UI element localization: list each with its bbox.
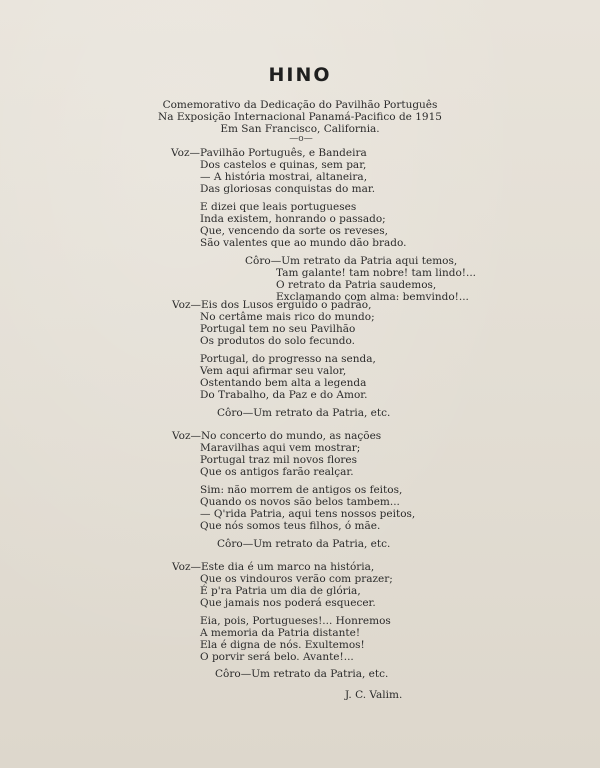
verse-line: No certâme mais rico do mundo; (200, 311, 375, 323)
subtitle-line: Na Exposição Internacional Panamá-Pacifico de 1915 (158, 111, 442, 123)
verse-line: Que nós somos teus filhos, ó mãe. (200, 520, 381, 532)
chorus-line: O retrato da Patria saudemos, (276, 279, 437, 291)
chorus-line: Côro—Um retrato da Patria, etc. (215, 668, 389, 680)
verse-line: Que os antigos farão realçar. (200, 466, 354, 478)
verse-line: Ostentando bem alta a legenda (200, 377, 367, 389)
verse-line: Que, vencendo da sorte os reveses, (200, 225, 388, 237)
verse-line: Das gloriosas conquistas do mar. (200, 183, 376, 195)
chorus-line: Côro—Um retrato da Patria, etc. (217, 407, 391, 419)
verse-line: Voz—Pavilhão Português, e Bandeira (171, 147, 367, 159)
poem-title: HINO (268, 64, 332, 86)
verse-line: Que os vindouros verão com prazer; (200, 573, 393, 585)
verse-line: Portugal, do progresso na senda, (200, 353, 376, 365)
verse-line: São valentes que ao mundo dão brado. (200, 237, 407, 249)
verse-line: Portugal traz mil novos flores (200, 454, 358, 466)
verse-line: E dizei que leais portugueses (200, 201, 357, 213)
separator: —o— (289, 134, 313, 144)
verse-line: O porvir será belo. Avante!... (200, 651, 354, 663)
subtitle-block (150, 99, 450, 135)
chorus-line: Côro—Um retrato da Patria aqui temos, (245, 255, 458, 267)
verse-line: Ela é digna de nós. Exultemos! (200, 639, 365, 651)
verse-line: Do Trabalho, da Paz e do Amor. (200, 389, 368, 401)
chorus-line: Côro—Um retrato da Patria, etc. (217, 538, 391, 550)
verse-line: Os produtos do solo fecundo. (200, 335, 355, 347)
verse-line: É p'ra Patria um dia de glória, (200, 585, 361, 597)
verse-line: — A história mostrai, altaneira, (200, 171, 368, 183)
verse-line: Inda existem, honrando o passado; (200, 213, 386, 225)
verse-line: Quando os novos são belos tambem... (200, 496, 400, 508)
verse-line: A memoria da Patria distante! (200, 627, 361, 639)
verse-line: Voz—Este dia é um marco na história, (172, 561, 375, 573)
verse-line: Que jamais nos poderá esquecer. (200, 597, 376, 609)
verse-line: Eia, pois, Portugueses!... Honremos (200, 615, 391, 627)
subtitle-line: Comemorativo da Dedicação do Pavilhão Português (162, 99, 438, 111)
author-signature: J. C. Valim. (345, 689, 403, 701)
chorus-line: Tam galante! tam nobre! tam lindo!... (276, 267, 476, 279)
verse-line: Vem aqui afirmar seu valor, (200, 365, 347, 377)
verse-line: Sim: não morrem de antigos os feitos, (200, 484, 403, 496)
verse-line: Portugal tem no seu Pavilhão (200, 323, 356, 335)
subtitle-line: Em San Francisco, California. (220, 123, 380, 135)
verse-line: Voz—Eis dos Lusos erguido o padrão, (172, 299, 372, 311)
verse-line: Voz—No concerto do mundo, as nações (172, 430, 382, 442)
chorus-line: Exclamando com alma: bemvindo!... (276, 291, 469, 303)
verse-line: Dos castelos e quinas, sem par, (200, 159, 367, 171)
verse-line: Maravilhas aqui vem mostrar; (200, 442, 361, 454)
verse-line: — Q'rida Patria, aqui tens nossos peitos, (200, 508, 416, 520)
